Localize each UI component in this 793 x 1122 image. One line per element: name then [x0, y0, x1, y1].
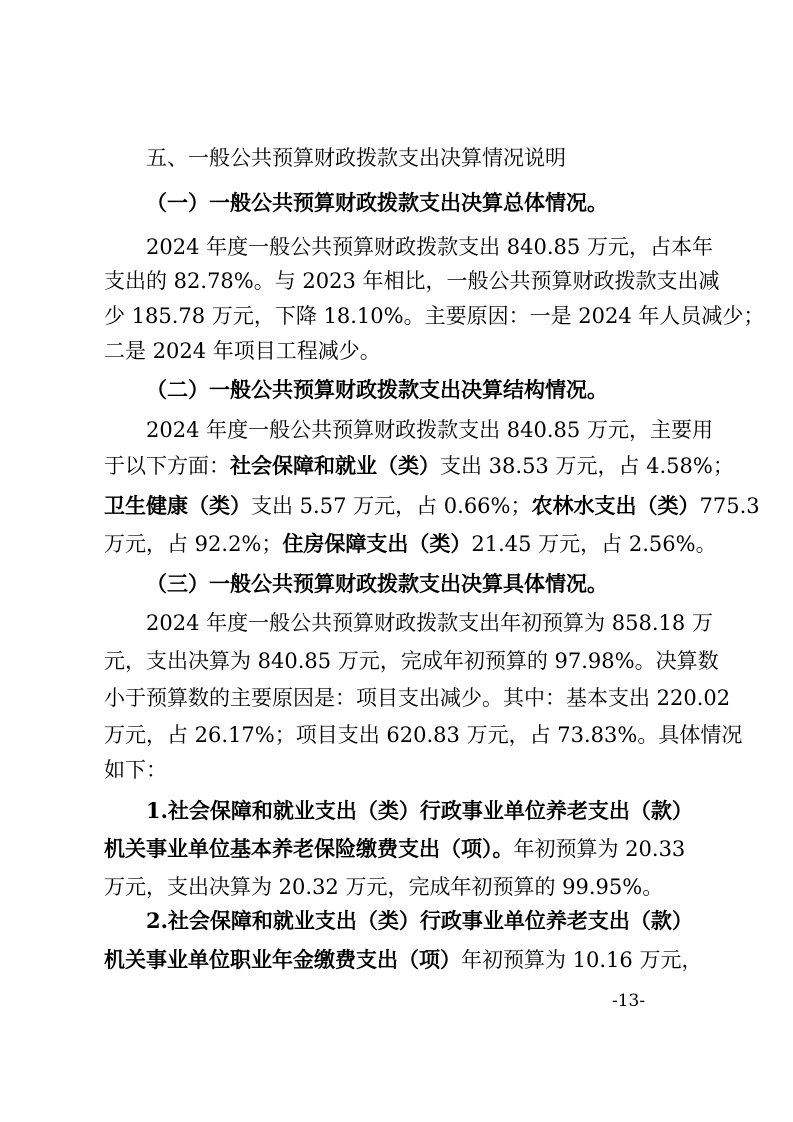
paragraph-line: 二是 2024 年项目工程减少。: [104, 339, 381, 363]
text-run: 于以下方面：: [104, 454, 230, 478]
category-agriculture: 农林水支出（类）: [531, 493, 700, 518]
paragraph-line: 如下：: [104, 758, 167, 782]
text-run: 21.45 万元，占 2.56%。: [471, 532, 717, 556]
section-title: 五、一般公共预算财政拨款支出决算情况说明: [146, 146, 566, 170]
paragraph-line: [104, 448, 734, 484]
item-1-title: 1.社会保障和就业支出（类）行政事业单位养老支出（款）: [146, 798, 693, 823]
subsection-2-title: （二）一般公共预算财政拨款支出决算结构情况。: [146, 377, 608, 402]
paragraph-line: [104, 488, 760, 524]
category-housing: 住房保障支出（类）: [282, 531, 472, 556]
category-social-security: 社会保障和就业（类）: [230, 453, 440, 478]
text-run: 年初预算为 20.33: [513, 837, 686, 861]
subsection-3-title: （三）一般公共预算财政拨款支出决算具体情况。: [146, 571, 608, 596]
paragraph-line: 2024 年度一般公共预算财政拨款支出年初预算为 858.18 万: [146, 611, 713, 635]
paragraph-line: 2024 年度一般公共预算财政拨款支出 840.85 万元，占本年: [146, 235, 713, 259]
text-run: 支出 5.57 万元，占 0.66%；: [251, 494, 532, 518]
text-run: 年初预算为 10.16 万元，: [461, 948, 703, 972]
text-run: 775.3: [699, 494, 760, 518]
item-2-subject: 机关事业单位职业年金缴费支出（项）: [104, 947, 461, 972]
category-health: 卫生健康（类）: [104, 493, 251, 518]
subsection-1-title: （一）一般公共预算财政拨款支出决算总体情况。: [146, 190, 608, 215]
item-1-subject: 机关事业单位基本养老保险缴费支出（项）。: [104, 836, 514, 861]
text-run: 万元，占 92.2%；: [104, 532, 283, 556]
paragraph-line: [104, 831, 685, 867]
text-run: 支出 38.53 万元，占 4.58%；: [440, 454, 734, 478]
paragraph-line: 小于预算数的主要原因是：项目支出减少。其中：基本支出 220.02: [104, 686, 731, 710]
item-2-title: 2.社会保障和就业支出（类）行政事业单位养老支出（款）: [146, 908, 693, 933]
page-number: -13-: [612, 991, 646, 1011]
paragraph-line: 元，支出决算为 840.85 万元，完成年初预算的 97.98%。决算数: [104, 649, 719, 673]
paragraph-line: [104, 942, 702, 978]
paragraph-line: 支出的 82.78%。与 2023 年相比，一般公共预算财政拨款支出减: [104, 269, 720, 293]
paragraph-line: 少 185.78 万元，下降 18.10%。主要原因：一是 2024 年人员减少；: [104, 304, 765, 328]
paragraph-line: 万元，支出决算为 20.32 万元，完成年初预算的 99.95%。: [104, 875, 664, 899]
paragraph-line: 万元，占 26.17%；项目支出 620.83 万元，占 73.83%。具体情况: [104, 723, 743, 747]
paragraph-line: 2024 年度一般公共预算财政拨款支出 840.85 万元，主要用: [146, 418, 713, 442]
paragraph-line: [104, 526, 717, 562]
document-page: [104, 0, 765, 1122]
